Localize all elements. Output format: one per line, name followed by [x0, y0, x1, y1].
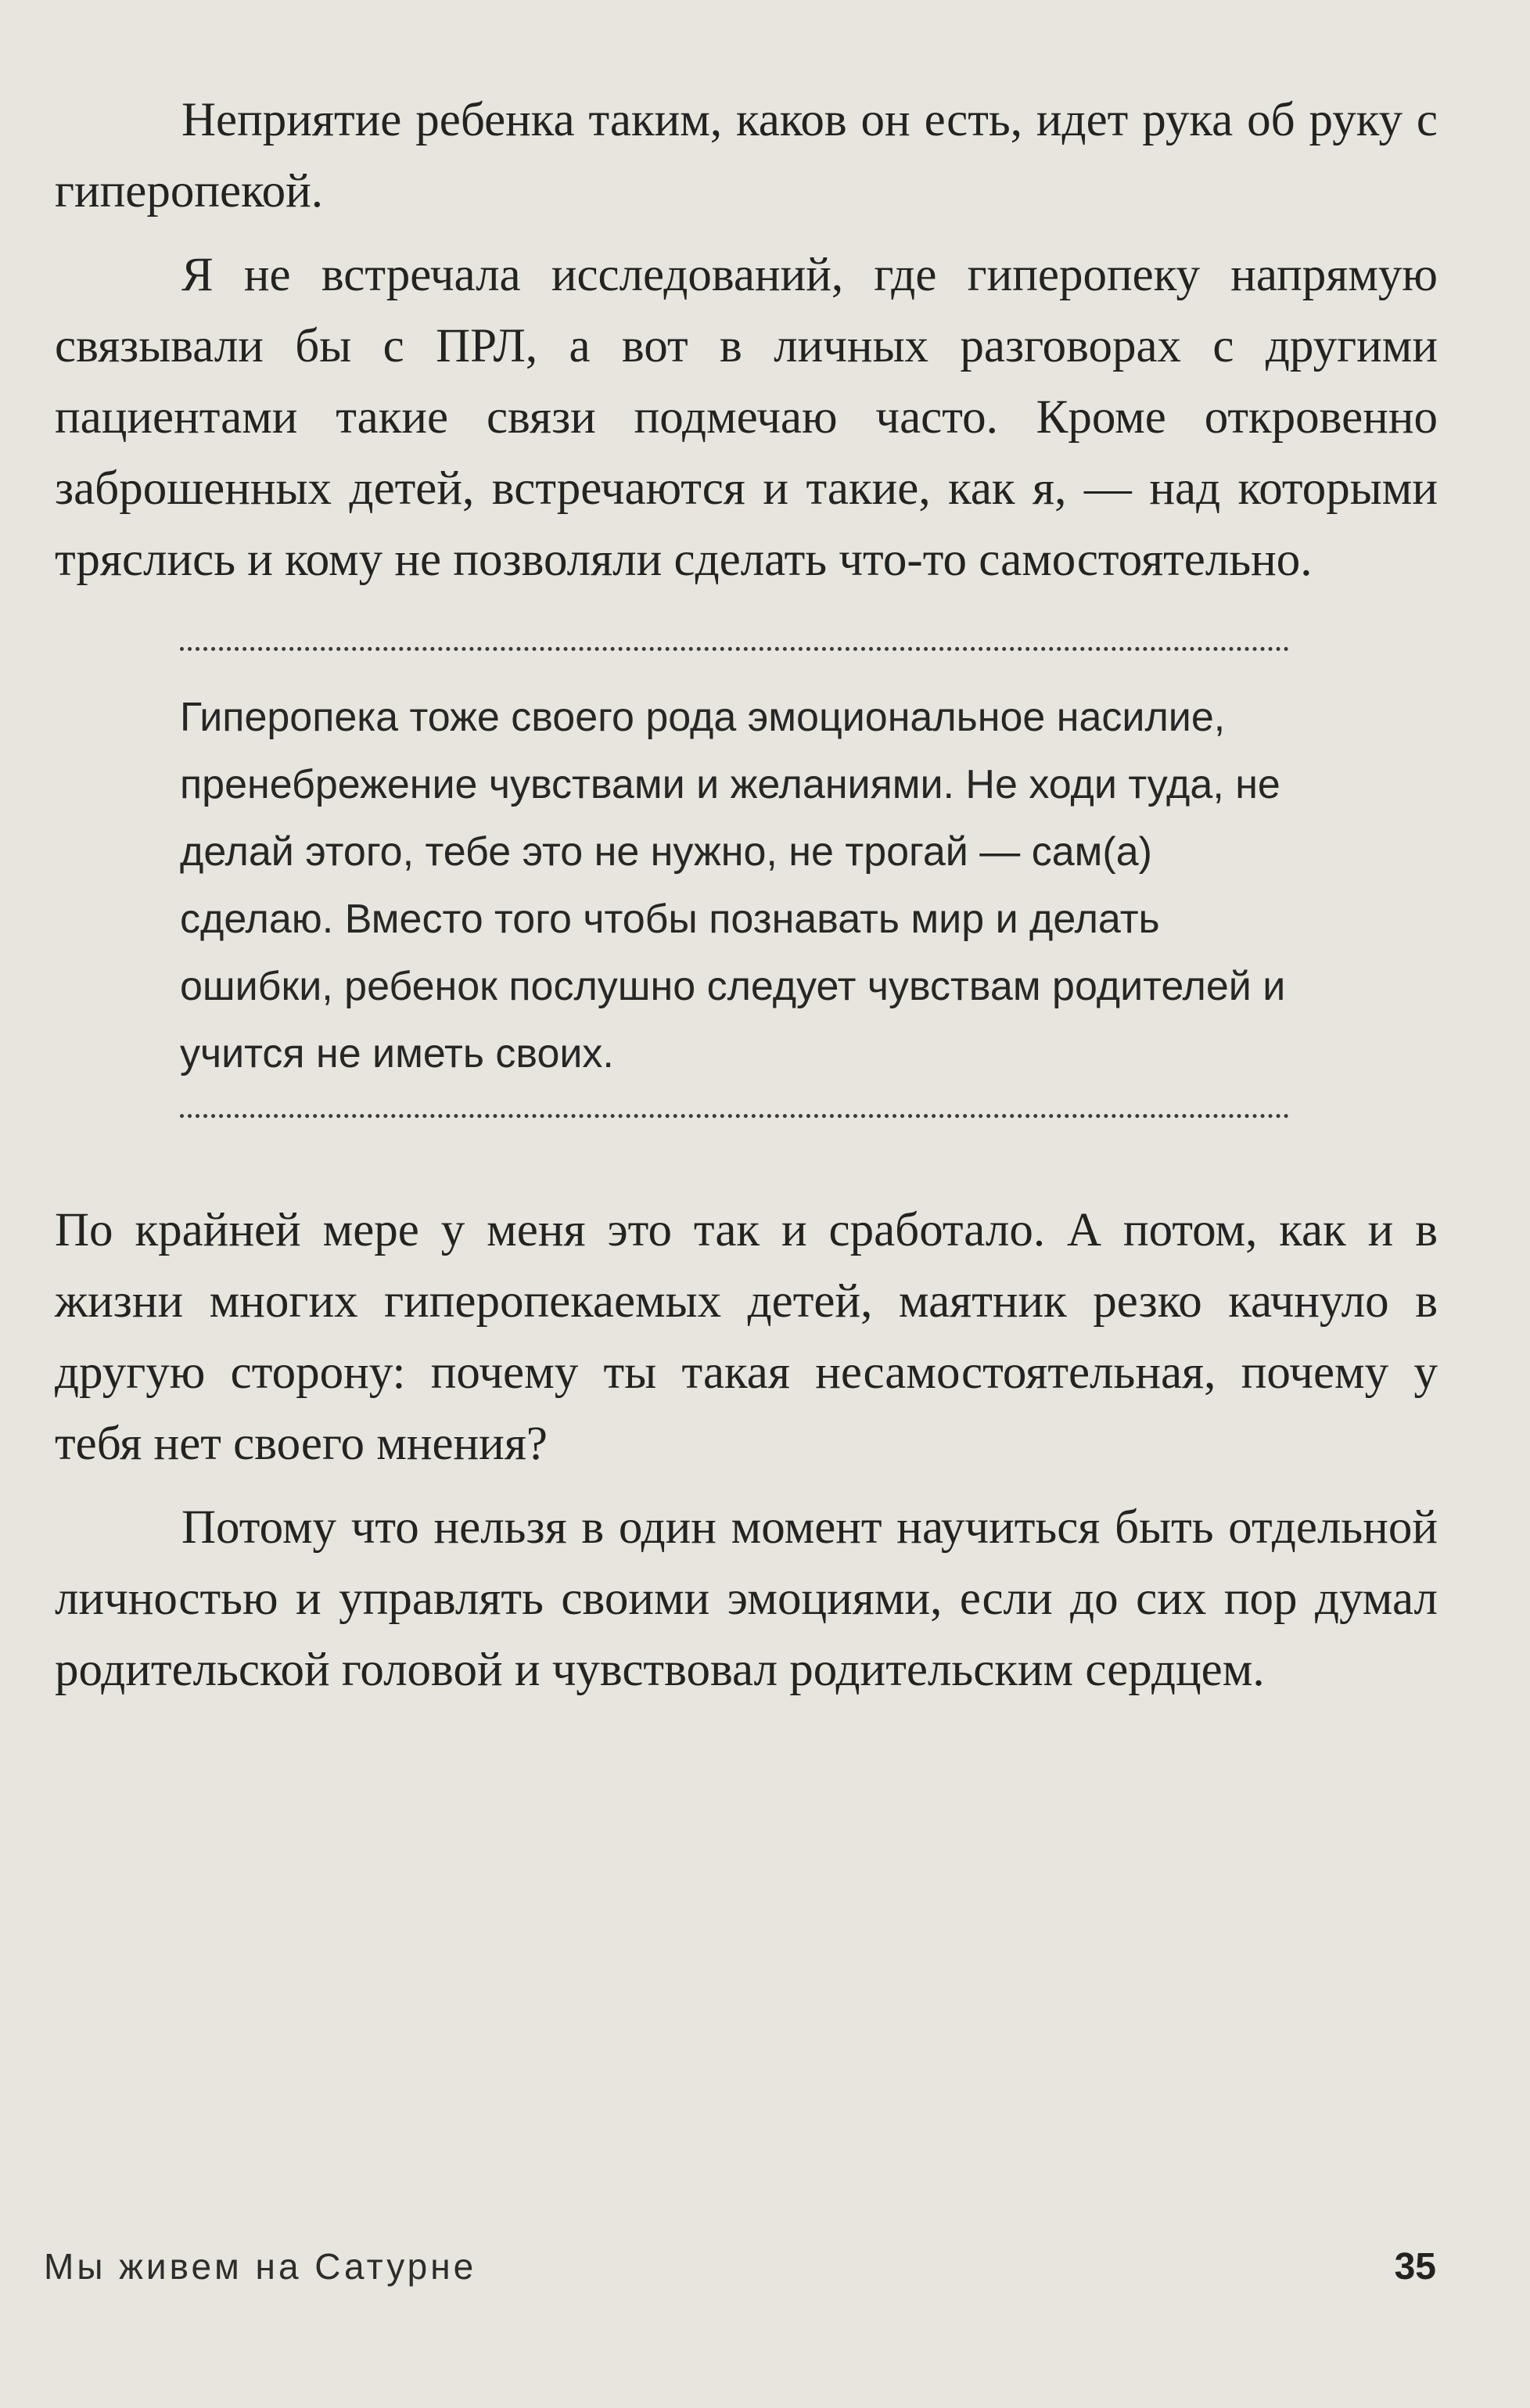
paragraph-2: Я не встречала исследований, где гиперопеку напрямую связывали бы с ПРЛ, а вот в личных разговорах с другими пациентами такие связи подмечаю часто. Кроме откровенно заброшенных детей, встречаются и такие, как я, — над которыми тряслись и кому не позволяли сделать что-то самостоятельно.	[55, 249, 1438, 586]
dotted-divider-bottom	[180, 1114, 1289, 1118]
paragraph-4: Потому что нельзя в один момент научиться быть отдельной личностью и управлять своими эмоциями, если до сих пор думал родительской головой и чувствовал родительским сердцем.	[55, 1501, 1438, 1696]
page-number: 35	[1394, 2246, 1436, 2288]
paragraph-3: По крайней мере у меня это так и сработало. А потом, как и в жизни многих гиперопекаемых детей, маятник резко качнуло в другую сторону: почему ты такая несамостоятельная, почему у тебя нет своего мнения?	[55, 1204, 1438, 1470]
paragraph-1: Неприятие ребенка таким, каков он есть, идет рука об руку с гиперопекой.	[55, 94, 1438, 217]
running-title: Мы живем на Сатурне	[44, 2246, 477, 2287]
callout-text: Гиперопека тоже своего рода эмоциональное насилие, пренебрежение чувствами и желаниями. Не ходи туда, не делай этого, тебе это не нужно, не трогай — сам(а) сделаю. Вместо того чтобы познавать мир и делать ошибки, ребенок послушно следует чувствам родителей и учится не иметь своих.	[180, 695, 1286, 1076]
callout-box	[180, 647, 1289, 1118]
page-footer	[44, 2245, 1436, 2300]
